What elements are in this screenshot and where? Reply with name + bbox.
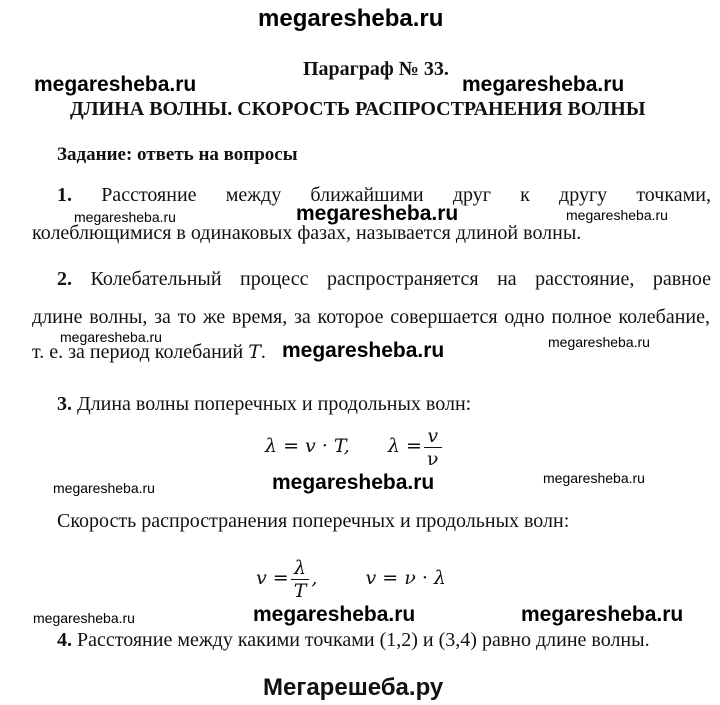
- formula-wavelength: [265, 421, 444, 471]
- watermark: megaresheba.ru: [33, 610, 135, 626]
- formula-speed: [256, 553, 446, 603]
- footer-brand: Мегарешеба.ру: [263, 674, 444, 701]
- watermark: megaresheba.ru: [282, 339, 445, 362]
- item-2-line-1: 2. Колебательный процесс распространяется на расстояние, равное: [57, 268, 711, 290]
- item-3-text-2: Скорость распространения поперечных и продольных волн:: [57, 510, 570, 532]
- watermark: megaresheba.ru: [521, 603, 684, 626]
- watermark: megaresheba.ru: [272, 471, 435, 494]
- item-1-line-2: колеблющимися в одинаковых фазах, называется длиной волны.: [32, 222, 582, 244]
- item-number: 2.: [57, 268, 72, 290]
- item-1-line-1: 1. Расстояние между ближайшими друг к другу точками,: [57, 184, 711, 206]
- item-number: 3.: [57, 393, 72, 415]
- formula-v-lambda-t: v = $\frac{\lambda}{T}$ ,: [256, 556, 318, 602]
- formula-v-nu-lambda: v = ν · λ: [365, 567, 446, 589]
- watermark: megaresheba.ru: [566, 207, 668, 223]
- watermark: megaresheba.ru: [548, 334, 650, 350]
- item-number: 1.: [57, 184, 72, 206]
- watermark: megaresheba.ru: [60, 329, 162, 345]
- item-2-line-2: длине волны, за то же время, за которое совершается одно полное колебание,: [32, 306, 710, 328]
- watermark: megaresheba.ru: [462, 73, 625, 96]
- item-3-text: 3. Длина волны поперечных и продольных волн:: [57, 393, 472, 415]
- watermark: megaresheba.ru: [543, 470, 645, 486]
- site-header-watermark: megaresheba.ru: [258, 5, 444, 32]
- watermark: megaresheba.ru: [253, 603, 416, 626]
- task-label: Задание: ответь на вопросы: [57, 144, 298, 165]
- formula-lambda-vt: λ = v · T,: [265, 435, 350, 457]
- watermark: megaresheba.ru: [53, 480, 155, 496]
- section-title: ДЛИНА ВОЛНЫ. СКОРОСТЬ РАСПРОСТРАНЕНИЯ ВОЛНЫ: [70, 98, 646, 120]
- watermark: megaresheba.ru: [74, 209, 176, 225]
- paragraph-title: Параграф № 33.: [303, 58, 449, 80]
- item-4-text: 4. Расстояние между какими точками (1,2) и (3,4) равно длине волны.: [57, 629, 650, 651]
- item-2-line-3: т. е. за период колебаний T.: [32, 341, 266, 363]
- watermark: megaresheba.ru: [34, 73, 197, 96]
- formula-lambda-v-nu: λ = $\frac{v}{\nu}$: [388, 435, 444, 457]
- item-number: 4.: [57, 629, 72, 651]
- watermark: megaresheba.ru: [296, 202, 459, 225]
